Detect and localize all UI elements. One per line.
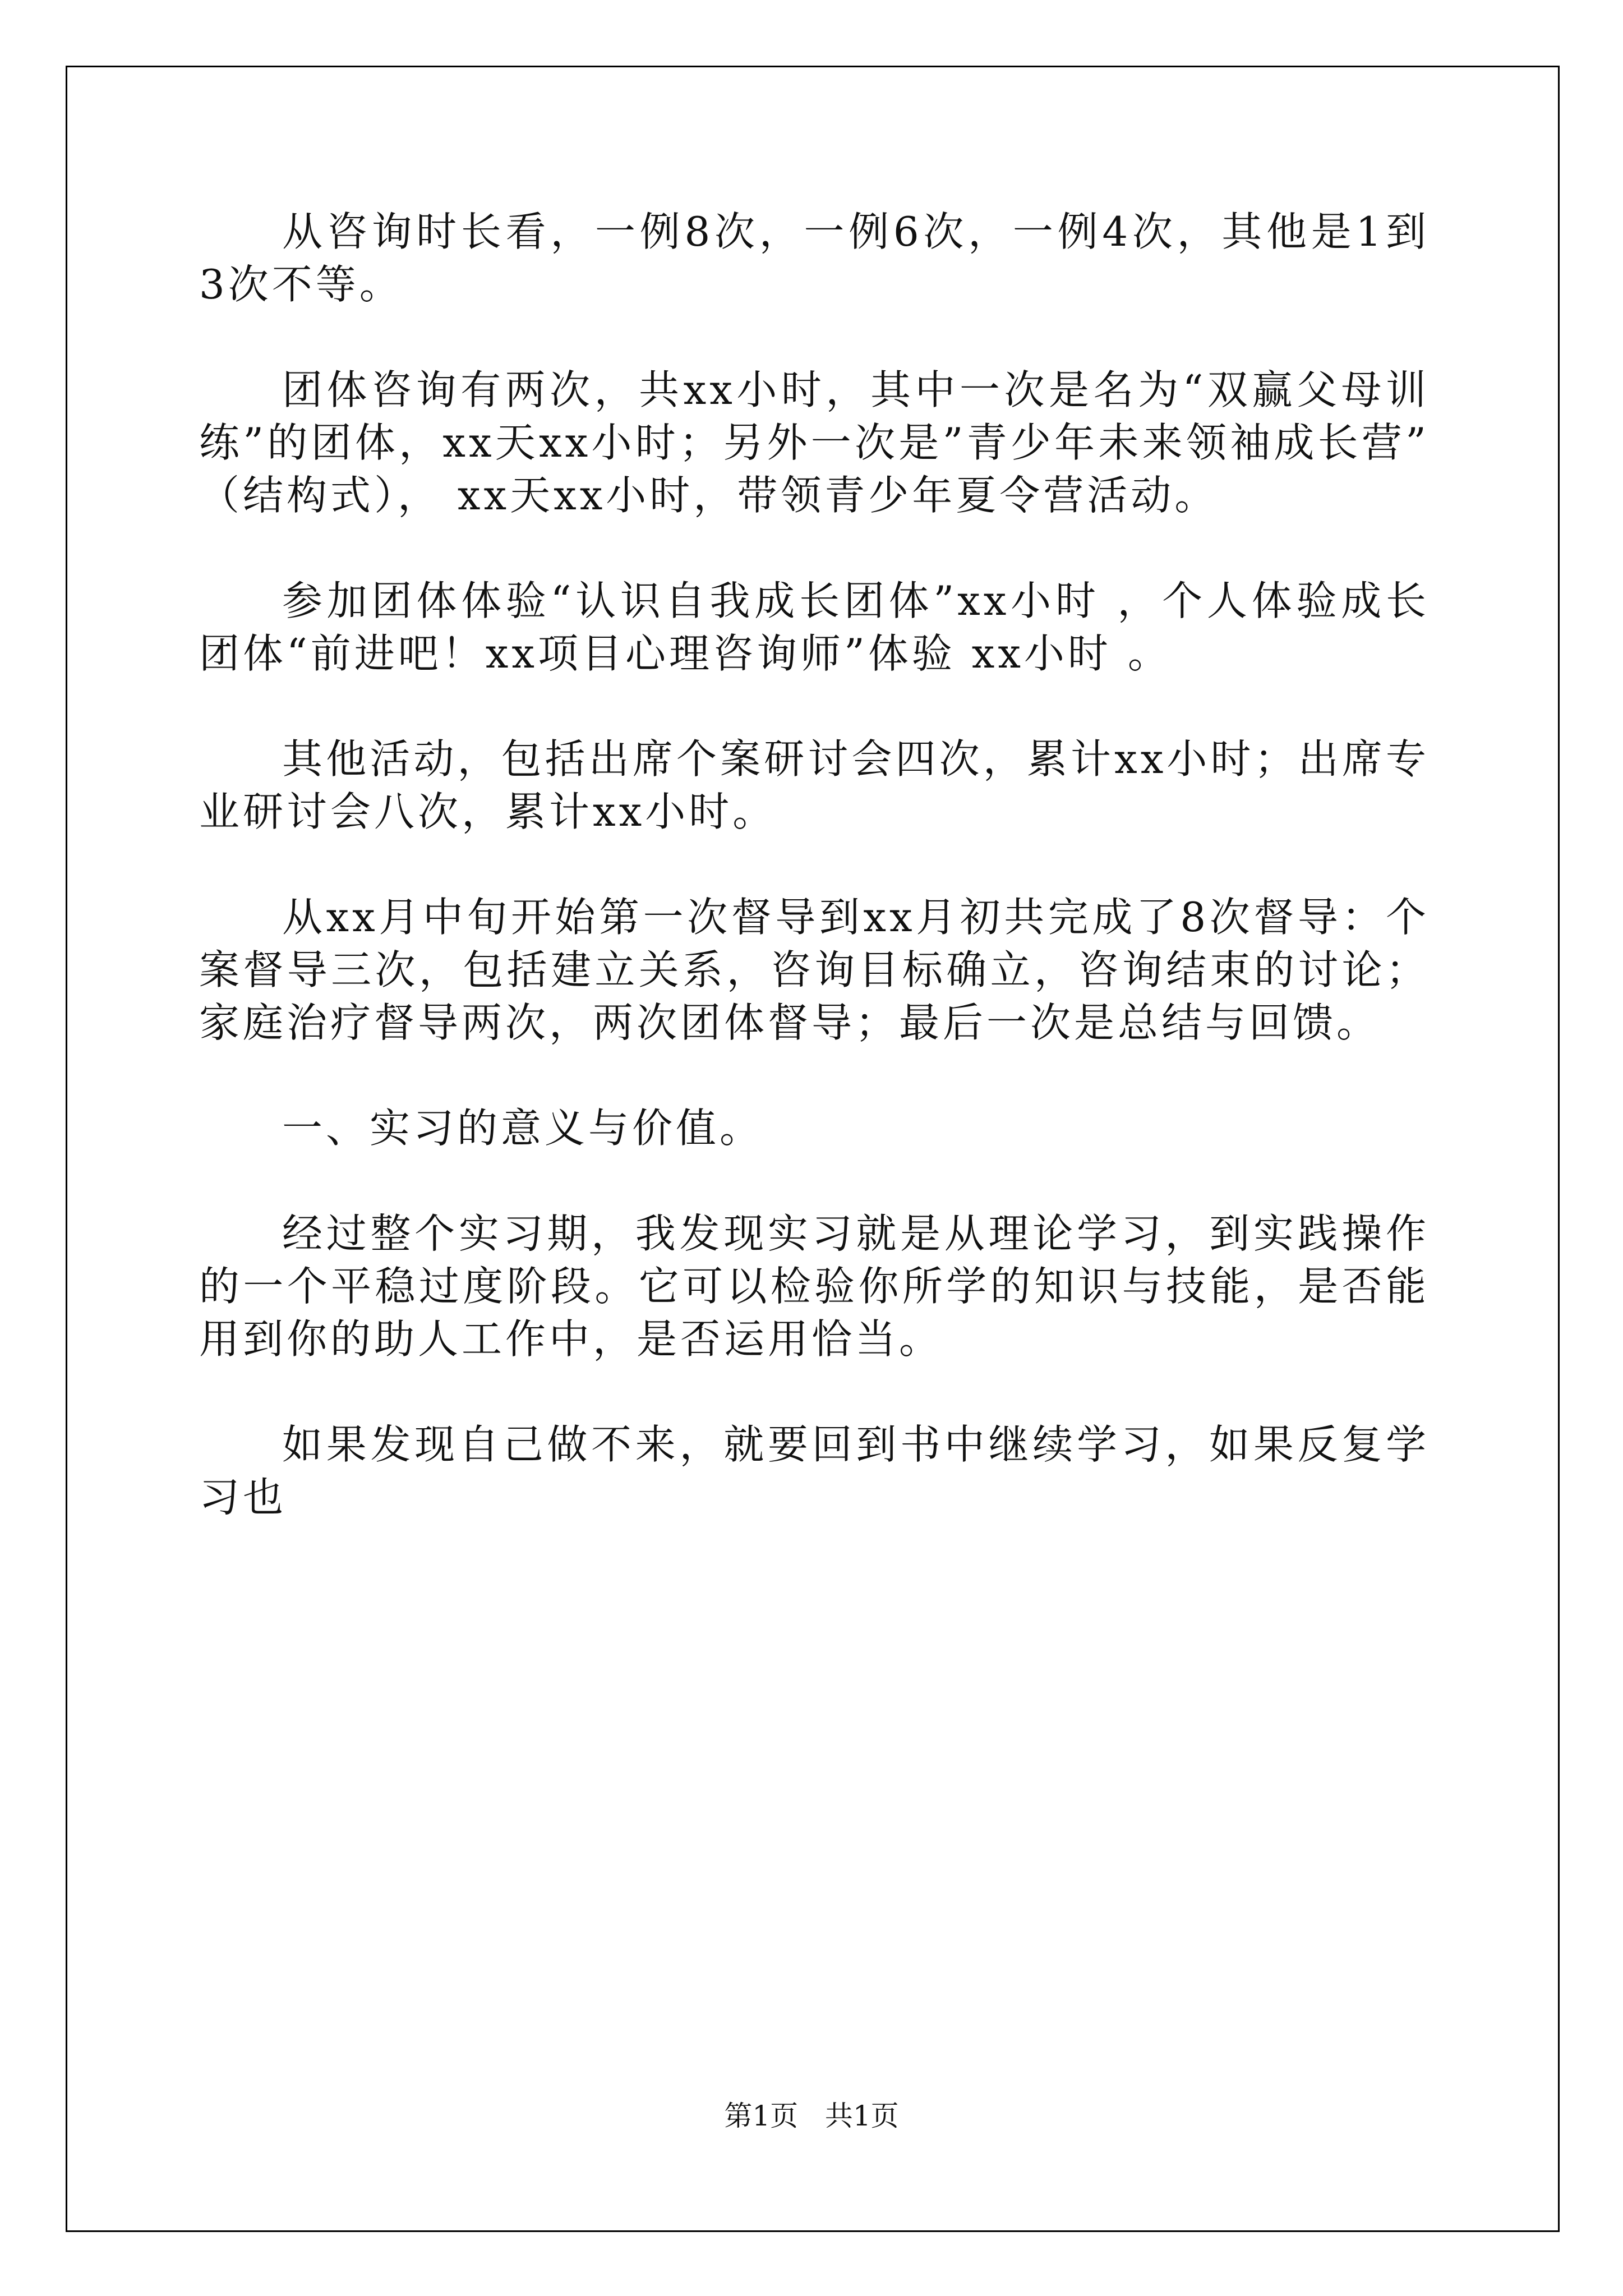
paragraph: 经过整个实习期，我发现实习就是从理论学习，到实践操作的一个平稳过度阶段。它可以检验你所学的知识与技能，是否能用到你的助人工作中，是否运用恰当。 — [199, 1210, 1430, 1363]
paragraph: 从咨询时长看，一例8次，一例6次，一例4次，其他是1到3次不等。 — [199, 208, 1430, 308]
section-heading: 一、实习的意义与价值。 — [282, 1105, 764, 1152]
page-footer: 第1页 共1页 — [724, 2100, 899, 2132]
paragraph: 从xx月中旬开始第一次督导到xx月初共完成了8次督导：个案督导三次，包括建立关系，咨询目标确立，咨询结束的讨论；家庭治疗督导两次，两次团体督导；最后一次是总结与回馈。 — [199, 894, 1430, 1046]
paragraph: 其他活动，包括出席个案研讨会四次，累计xx小时；出席专业研讨会八次，累计xx小时。 — [199, 735, 1430, 835]
document-body — [199, 205, 1430, 1576]
paragraph: 团体咨询有两次，共xx小时，其中一次是名为“双赢父母训练”的团体，xx天xx小时；另外一次是”青少年未来领袖成长营”（结构式）， xx天xx小时，带领青少年夏令营活动。 — [199, 366, 1430, 519]
paragraph: 如果发现自己做不来，就要回到书中继续学习，如果反复学习也 — [199, 1421, 1430, 1521]
paragraph: 参加团体体验“认识自我成长团体”xx小时 ，个人体验成长团体“前进吧！xx项目心理咨询师”体验 xx小时 。 — [199, 577, 1430, 677]
